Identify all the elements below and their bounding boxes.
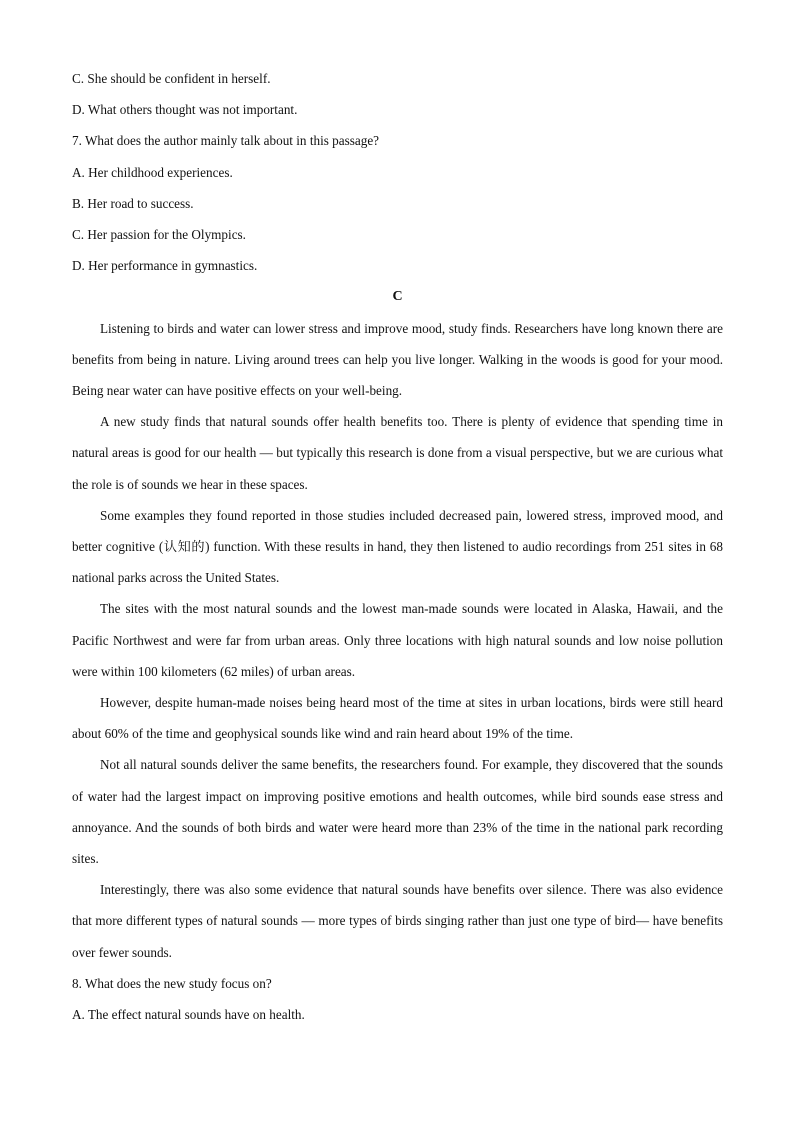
q7-prev-option-d: D. What others thought was not important. [72, 102, 298, 118]
question-8-stem: 8. What does the new study focus on? [72, 975, 272, 991]
passage-paragraph-7: Interestingly, there was also some evidence that natural sounds have benefits over silence. There was also evidence that more different types of natural sounds — more types of birds singing rather than just one type of bird— have benefits over fewer sounds. [72, 882, 723, 960]
passage-paragraph-2: A new study finds that natural sounds offer health benefits too. There is plenty of evidence that spending time in natural areas is good for our health — but typically this research is done from a visual perspective, but we are curious what the role is of sounds we hear in these spaces. [72, 414, 723, 492]
passage-paragraph-4: The sites with the most natural sounds and the lowest man-made sounds were located in Alaska, Hawaii, and the Pacific Northwest and were far from urban areas. Only three locations with high natural sounds and low noise pollution were within 100 kilometers (62 miles) of urban areas. [72, 601, 723, 679]
passage-paragraph-6: Not all natural sounds deliver the same benefits, the researchers found. For example, they discovered that the sounds of water had the largest impact on improving positive emotions and health outcomes, while bird sounds ease stress and annoyance. And the sounds of both birds and water were heard more than 23% of the time in the national park recording sites. [72, 757, 723, 867]
question-7-option-d: D. Her performance in gymnastics. [72, 258, 258, 274]
question-7-option-b: B. Her road to success. [72, 195, 194, 211]
question-8-option-a: A. The effect natural sounds have on health. [72, 1007, 305, 1023]
exam-page [72, 63, 723, 1030]
passage-paragraph-1: Listening to birds and water can lower stress and improve mood, study finds. Researchers have long known there are benefits from being in nature. Living around trees can help you live longer. Walking in the woods is good for your mood. Being near water can have positive effects on your well-being. [72, 320, 723, 399]
question-7-option-a: A. Her childhood experiences. [72, 164, 233, 180]
section-title: C [392, 289, 403, 305]
question-7-stem: 7. What does the author mainly talk about in this passage? [72, 133, 380, 149]
question-7-option-c: C. Her passion for the Olympics. [72, 227, 246, 243]
q7-prev-option-c: C. She should be confident in herself. [72, 71, 271, 86]
passage-paragraph-5: However, despite human-made noises being heard most of the time at sites in urban locations, birds were still heard about 60% of the time and geophysical sounds like wind and rain heard about 19% of the time. [72, 695, 723, 742]
passage-paragraph-3: Some examples they found reported in those studies included decreased pain, lowered stress, improved mood, and better cognitive (认知的) function. With these results in hand, they then listened to audio recordings from 251 sites in 68 national parks across the United States. [72, 507, 723, 586]
